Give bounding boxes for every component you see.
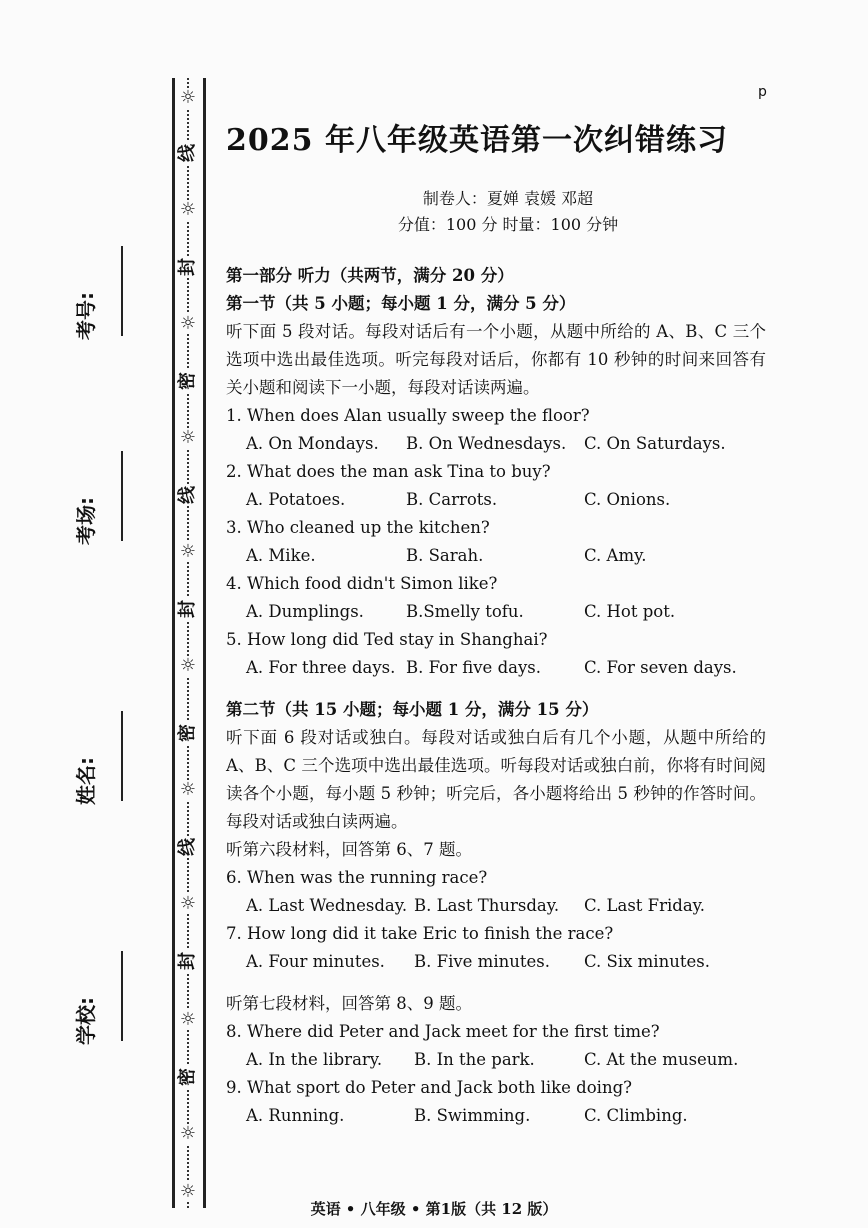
section-instructions: 听下面 5 段对话。每段对话后有一个小题，从题中所给的 A、B、C 三个选项中选出最佳选项。听完每段对话后，你都有 10 秒钟的时间来回答有关小题和阅读下一小题，每段对话读两遍。 [226,322,766,397]
option-b[interactable]: B. Swimming. [414,1106,531,1125]
exam-room-field[interactable]: 考场: [70,425,96,545]
seal-char: 密 [177,724,198,742]
name-field[interactable]: 姓名: [70,685,96,805]
section-heading: 第二节（共 15 小题；每小题 1 分，满分 15 分） [226,700,599,719]
seal-char: 线 [177,838,198,856]
option-b[interactable]: B. For five days. [406,658,541,677]
option-c[interactable]: C. On Saturdays. [584,434,726,453]
option-a[interactable]: A. For three days. [246,658,396,677]
page-footer: 英语 • 八年级 • 第1版（共 12 版） [310,1200,558,1218]
material-label: 听第六段材料，回答第 6、7 题。 [226,840,472,859]
sun-icon: ☼ [179,1123,197,1144]
question: 8. Where did Peter and Jack meet for the first time? [226,1022,660,1041]
seal-char: 线 [177,486,198,504]
option-a[interactable]: A. Last Wednesday. [246,896,408,915]
school-field[interactable]: 学校: [70,925,96,1045]
sun-icon: ☼ [179,1009,197,1030]
seal-char: 封 [177,258,198,276]
option-b[interactable]: B. In the park. [414,1050,535,1069]
option-c[interactable]: C. Onions. [584,490,671,509]
sun-icon: ☼ [179,427,197,448]
seal-char: 密 [177,372,198,390]
option-row [226,948,766,976]
option-c[interactable]: C. Six minutes. [584,952,710,971]
option-b[interactable]: B. Carrots. [406,490,498,509]
part-heading: 第一部分 听力（共两节，满分 20 分） [226,266,514,285]
question: 5. How long did Ted stay in Shanghai? [226,630,548,649]
score-time: 分值：100 分 时量：100 分钟 [397,215,619,234]
question: 1. When does Alan usually sweep the floor? [226,406,590,425]
question: 9. What sport do Peter and Jack both like doing? [226,1078,632,1097]
question: 4. Which food didn't Simon like? [226,574,498,593]
option-a[interactable]: A. In the library. [246,1050,383,1069]
material-label: 听第七段材料，回答第 8、9 题。 [226,994,472,1013]
seal-char: 线 [177,144,198,162]
seal-char: 密 [177,1068,198,1086]
option-b[interactable]: B. On Wednesdays. [406,434,567,453]
binding-dotted-line [187,78,189,1208]
question: 7. How long did it take Eric to finish the race? [226,924,614,943]
option-c[interactable]: C. At the museum. [584,1050,739,1069]
question: 2. What does the man ask Tina to buy? [226,462,551,481]
sun-icon: ☼ [179,1181,197,1202]
authors: 制卷人：夏婵 袁媛 邓超 [422,189,594,208]
option-b[interactable]: B. Sarah. [406,546,484,565]
option-a[interactable]: A. Running. [246,1106,345,1125]
seal-char: 封 [177,600,198,618]
option-row [226,654,766,682]
section-heading: 第一节（共 5 小题；每小题 1 分，满分 5 分） [226,294,576,313]
seal-char: 封 [177,952,198,970]
option-row [226,542,766,570]
option-a[interactable]: A. On Mondays. [246,434,379,453]
sun-icon: ☼ [179,199,197,220]
binding-border-right [203,78,206,1208]
sun-icon: ☼ [179,655,197,676]
sun-icon: ☼ [179,893,197,914]
option-c[interactable]: C. Hot pot. [584,602,676,621]
exam-number-field[interactable]: 考号: [70,220,96,340]
option-row [226,892,766,920]
option-row [226,430,766,458]
option-a[interactable]: A. Potatoes. [246,490,346,509]
option-row [226,1102,766,1130]
option-row [226,1046,766,1074]
sun-icon: ☼ [179,87,197,108]
option-c[interactable]: C. Climbing. [584,1106,688,1125]
option-c[interactable]: C. For seven days. [584,658,737,677]
question: 3. Who cleaned up the kitchen? [226,518,490,537]
binding-border-left [172,78,175,1208]
page-title: 2025 年八年级英语第一次纠错练习 [226,123,728,158]
option-row [226,486,766,514]
sun-icon: ☼ [179,779,197,800]
section-instructions: 听下面 6 段对话或独白。每段对话或独白后有几个小题，从题中所给的 A、B、C 三个选项中选出最佳选项。听每段对话或独白前，你将有时间阅读各个小题，每小题 5 秒钟；听完后，各小题将给出 5 秒钟的作答时间。每段对话或独白读两遍。 [226,728,766,831]
option-row [226,598,766,626]
sun-icon: ☼ [179,313,197,334]
option-b[interactable]: B. Last Thursday. [414,896,560,915]
option-a[interactable]: A. Four minutes. [246,952,385,971]
option-c[interactable]: C. Amy. [584,546,647,565]
option-b[interactable]: B.Smelly tofu. [406,602,524,621]
option-a[interactable]: A. Mike. [246,546,316,565]
option-c[interactable]: C. Last Friday. [584,896,706,915]
sun-icon: ☼ [179,541,197,562]
corner-mark: p [758,84,767,100]
option-a[interactable]: A. Dumplings. [246,602,364,621]
question: 6. When was the running race? [226,868,488,887]
option-b[interactable]: B. Five minutes. [414,952,550,971]
exam-content [226,262,766,1130]
